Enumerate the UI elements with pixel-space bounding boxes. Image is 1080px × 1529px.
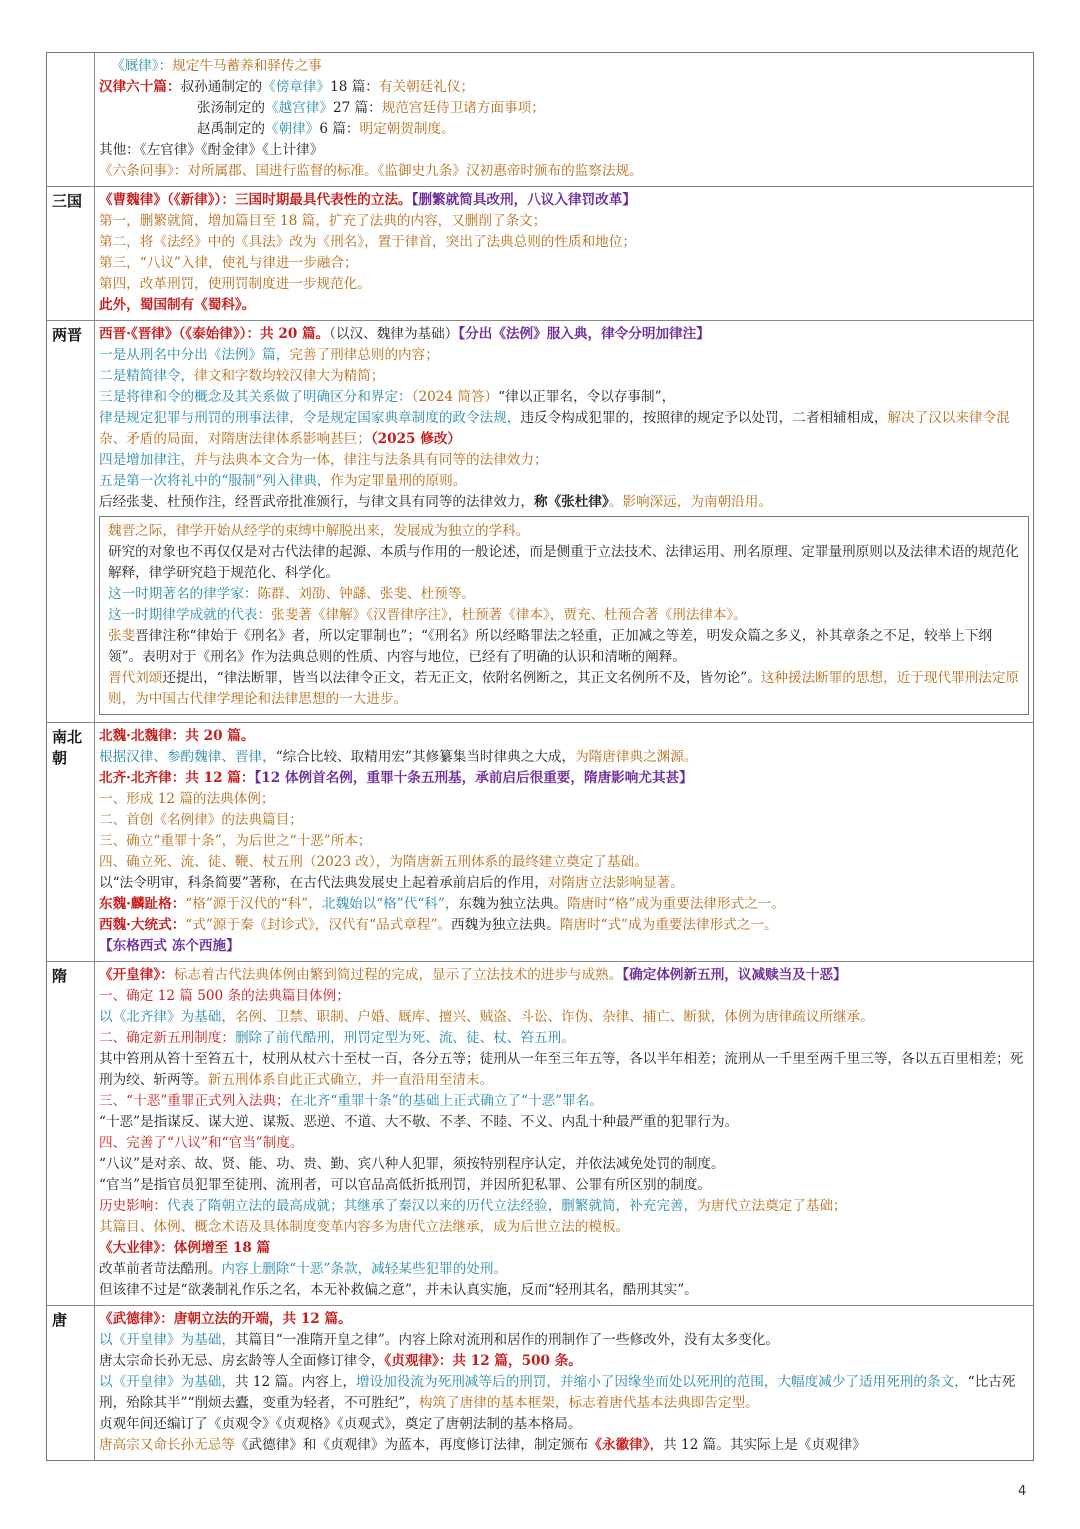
text-line [99,1280,1029,1301]
text-segment: 三、确立“重罪十条”，为后世之“十恶”所本； [99,833,372,849]
text-segment: “格”源于汉代的“科”， [185,896,322,912]
text-segment: 第一，删繁就简，增加篇目至 18 篇，扩充了法典的内容，又删削了条文； [99,213,547,229]
text-segment: 《大业律》：体例增至 18 篇 [99,1240,271,1256]
text-segment: “综合比较、取精用宏”其修纂集当时律典之大成， [275,749,576,765]
text-segment: 在北齐“重罪十条”的基础上正式确立了“十恶”罪名。 [289,1093,603,1109]
text-line [99,161,1029,182]
text-segment: 贞观年间还编订了《贞观令》《贞观格》《贞观式》，奠定了唐朝法制的基本格局。 [99,1416,582,1432]
table-row [47,321,1033,723]
era-content [95,962,1033,1305]
text-line [99,936,1029,957]
text-line [99,1351,1029,1372]
text-segment: 以《北齐律》为基础， [99,1009,235,1025]
text-segment: 《永徽律》 [588,1437,650,1453]
text-segment: 解决了汉以来律令混杂、矛盾的局面，对隋唐法律体系影响甚巨； [99,410,1010,447]
text-line [108,584,1020,605]
text-segment: 《傍章律》 [262,79,331,95]
text-line [99,1091,1029,1112]
era-label: 两晋 [47,321,95,722]
text-segment: 以《开皇律》为基础， [99,1374,235,1390]
era-label: 隋 [47,962,95,1305]
text-line [99,366,1029,387]
text-segment: 东魏·麟趾格： [99,896,186,912]
text-segment: 《厩律》： [111,58,173,74]
text-line [99,1435,1029,1456]
text-segment: 《贞观律》：共 12 篇，500 条。 [384,1353,582,1369]
text-segment: 并与法典本文合为一体，律注与法条具有同等的法律效力； [194,452,548,468]
text-segment: “比古死刑，殆除其半”“削烦去蠹，变重为轻者，不可胜纪”， [99,1374,1016,1411]
era-content [95,321,1033,722]
era-content [95,53,1033,186]
text-segment: 魏晋之际，律学开始从经学的束缚中解脱出来，发展成为独立的学科。 [108,523,530,539]
text-segment: 赵禹制定的 [197,121,265,137]
text-segment: 有关朝廷礼仪； [378,79,475,95]
text-line [99,1133,1029,1154]
text-segment: 四是增加律注， [99,452,195,468]
text-segment: 唐高宗又命长孙无忌等 [99,1437,235,1453]
table-row [47,1306,1033,1460]
text-line [99,408,1029,450]
text-segment: “八议”是对亲、故、贤、能、功、贵、勤、宾八种人犯罪，须按特别程序认定，并依法减免处罚的制度。 [99,1156,725,1172]
era-content [95,1306,1033,1460]
text-line [99,295,1029,316]
text-line [99,492,1029,513]
text-line [99,1330,1029,1351]
text-segment: 隋唐时“式”成为重要法律形式之一。 [559,917,778,933]
text-segment: 第四，改革刑罚，使刑罚制度进一步规范化。 [99,276,371,292]
text-segment: 【12 体例首名例，重罪十条五刑基，承前启后很重要，隋唐影响尤其甚】 [254,770,693,786]
text-segment: 名例、卫禁、职制、户婚、厩库、擅兴、贼盗、斗讼、诈伪、杂律、捕亡、断狱，体例为唐律疏议所继承。 [234,1009,874,1025]
text-line [99,1196,1029,1217]
text-segment: 为隋唐律典之渊源。 [575,749,698,765]
text-segment: 完善了刑律总则的内容； [289,347,439,363]
text-line [99,810,1029,831]
text-line [99,253,1029,274]
text-segment: 其中笞刑从笞十至笞五十，杖刑从杖六十至杖一百，各分五等；徒刑从一年至三年五等，各以半年相差；流刑从一千里至两千里三等，各以五百里相差；死刑为绞、斩两等。 [99,1051,1024,1088]
text-line [99,211,1029,232]
text-segment: 规范宫廷侍卫诸方面事项； [381,100,545,116]
text-segment: 规定牛马蓄养和驿传之事 [172,58,322,74]
text-segment: 历史影响： [99,1198,167,1214]
table-row [47,723,1033,962]
text-segment: 叔孙通制定的 [180,79,263,95]
text-line [99,1007,1029,1028]
text-segment: 这种援法断罪的思想，近于现代罪刑法定原则，为中国古代律学理论和法律思想的一大进步。 [108,670,1020,707]
text-segment: 第二，将《法经》中的《具法》改为《刑名》，置于律首，突出了法典总则的性质和地位； [99,234,636,250]
text-segment: 三、“十恶”重罪正式列入法典； [99,1093,290,1109]
text-line [99,1049,1029,1091]
text-line [99,140,1029,161]
text-segment: “式”源于秦《封诊式》，汉代有“品式章程”。 [185,917,451,933]
text-segment: 汉律六十篇： [99,79,181,95]
text-segment: 西魏为独立法典。 [450,917,560,933]
note-box [99,516,1029,715]
text-segment: “律以正罪名，令以存事制”， [498,389,676,405]
text-segment: 四、完善了“八议”和“官当”制度。 [99,1135,304,1151]
text-segment: 律是规定犯罪与刑罚的刑事法律，令是规定国家典章制度的政令法规， [99,410,521,426]
text-segment: 称《张杜律》 [534,494,609,510]
text-segment: 27 篇： [332,100,382,116]
text-segment: 陈群、刘劭、钟繇、张斐、杜预等。 [257,586,476,602]
text-segment: 【分出《法例》服入典，律令分明加律注】 [458,326,710,342]
era-content [95,723,1033,961]
text-line [99,726,1029,747]
text-segment: “官当”是指官员犯罪至徒刑、流刑者，可以官品高低折抵刑罚，并因所犯私罪、公罪有所区别的制度。 [99,1177,712,1193]
text-segment: 《越宫律》 [264,100,333,116]
text-line [99,965,1029,986]
text-segment: 隋唐时“格”成为重要法律形式之一。 [567,896,785,912]
text-line [99,387,1029,408]
text-segment: （2024 简答） [411,389,499,405]
table-row [47,187,1033,321]
table-row [47,53,1033,187]
text-segment: 内容上删除“十恶”条款，减轻某些犯罪的处刑。 [221,1261,508,1277]
text-line [99,232,1029,253]
text-segment: ，共 12 篇。其实际上是《贞观律》 [649,1437,866,1453]
text-line [99,915,1029,936]
text-line [99,1414,1029,1435]
text-segment: 西魏·大统式： [99,917,186,933]
text-segment: 《曹魏律》（《新律》）：三国时期最具代表性的立法。 [99,192,412,208]
text-segment: 以“法令明审，科条简要”著称，在古代法典发展史上起着承前启后的作用， [99,875,548,891]
text-segment: 共 12 篇。内容上， [234,1374,357,1390]
text-line [99,98,1029,119]
text-segment: 这一时期著名的律学家： [108,586,258,602]
text-line [99,768,1029,789]
text-line [99,450,1029,471]
text-segment: 《武德律》：唐朝立法的开端，共 12 篇。 [99,1311,352,1327]
text-line [99,190,1029,211]
text-segment: （以汉、魏律为基础） [329,326,459,342]
text-segment: 新五刑体系自此正式确立，并一直沿用至清末。 [207,1072,494,1088]
text-segment: 北魏·北魏律：共 20 篇。 [99,728,255,744]
text-line [99,1309,1029,1330]
text-segment: 张斐著《律解》《汉晋律序注》，杜预著《律本》，贾充、杜预合著《刑法律本》。 [271,607,747,623]
text-segment: 一、确定 12 篇 500 条的法典篇目体例； [99,988,350,1004]
table-row [47,962,1033,1306]
text-segment: 张汤制定的 [197,100,265,116]
text-segment: 【东格西式 冻个西施】 [99,938,240,954]
text-line [108,626,1020,668]
text-segment: 《开皇律》： [99,967,174,983]
text-line [99,1028,1029,1049]
text-segment: 6 篇： [319,121,360,137]
text-segment: 其篇目、体例、概念术语及具体制度变革内容多为唐代立法继承，成为后世立法的模板。 [99,1219,630,1235]
text-line [99,1259,1029,1280]
text-segment: 【删繁就简具改刑，八议入律罚改革】 [411,192,636,208]
text-segment: 这一时期律学成就的代表： [108,607,272,623]
text-segment: 五是第一次将礼中的“服制”列入律典， [99,473,331,489]
text-line [99,119,1029,140]
text-segment: 晋代刘颂 [108,670,163,686]
text-segment: 晋律注称“律始于《刑名》者，所以定罪制也”；“《刑名》所以经略罪法之轻重，正加减之等差，明发众篇之多义，补其章条之不足，较举上下纲领”。表明对于《刑名》作为法典总则的性质、内容与地位，已经有了明确的认识和清晰的阐释。 [108,628,993,665]
text-segment: 为唐代立法奠定了基础； [697,1198,847,1214]
text-segment: 第三，“八议”入律，使礼与律进一步融合； [99,255,358,271]
era-label: 唐 [47,1306,95,1460]
text-segment: 代表了隋朝立法的最高成就；其继承了秦汉以来的历代立法经验，删繁就简，补充完善， [166,1198,698,1214]
text-segment: 研究的对象也不再仅仅是对古代法律的起源、本质与作用的一般论述，而是侧重于立法技术、法律运用、刑名原理、定罪量刑原则以及法律术语的规范化解释，律学研究趋于规范化、科学化。 [108,544,1019,581]
text-segment: 一、形成 12 篇的法典体例； [99,791,275,807]
text-segment: 唐太宗命长孙无忌、房玄龄等人全面修订律令， [99,1353,385,1369]
text-line [99,56,1029,77]
text-line [99,324,1029,345]
text-segment: 还提出，“律法断罪，皆当以法律令正文，若无正文，依附名例断之，其正文名例所不及，皆勿论”。 [162,670,761,686]
text-segment: 张斐 [108,628,136,644]
text-line [99,789,1029,810]
history-table [46,52,1034,1461]
text-segment: 构筑了唐律的基本框架，标志着唐代基本法典即告定型。 [418,1395,759,1411]
text-segment: 作为定罪量刑的原则。 [330,473,467,489]
text-line [99,1372,1029,1414]
text-segment: （2025 修改） [370,431,462,447]
page-number: 4 [1018,1484,1027,1499]
text-segment: 改革前者苛法酷刑。 [99,1261,222,1277]
text-line [99,852,1029,873]
text-line [99,1154,1029,1175]
era-label: 三国 [47,187,95,320]
text-line [99,77,1029,98]
text-segment: 二、确定新五刑制度： [99,1030,235,1046]
text-segment: 四、确立死、流、徒、鞭、杖五刑（2023 改），为隋唐新五刑体系的最终建立奠定了基础。 [99,854,648,870]
text-line [99,747,1029,768]
text-segment: 根据汉律、参酌魏律、晋律， [99,749,276,765]
text-segment: 《武德律》和《贞观律》为蓝本，再度修订法律，制定颁布 [234,1437,589,1453]
text-segment: 以《开皇律》为基础， [99,1332,235,1348]
text-segment: 删除了前代酷刑，刑罚定型为死、流、徒、杖、笞五刑。 [234,1030,575,1046]
text-line [99,986,1029,1007]
text-line [99,1112,1029,1133]
text-segment: 北魏始以“格”代“科”， [321,896,459,912]
text-line [99,831,1029,852]
text-segment: 西晋·《晋律》（《泰始律》）：共 20 篇。 [99,326,330,342]
text-line [99,1175,1029,1196]
text-line [108,542,1020,584]
text-segment: 对隋唐立法影响显著。 [547,875,684,891]
text-segment: 增设加役流为死刑减等后的刑罚，并缩小了因缘坐而处以死刑的范围，大幅度减少了适用死刑的条文， [356,1374,968,1390]
text-line [99,873,1029,894]
text-line [99,1217,1029,1238]
text-segment: 《六条问事》：对所属郡、国进行监督的标准。《监御史九条》汉初惠帝时颁布的监察法规。 [99,163,643,179]
text-segment: 三是将律和令的概念及其关系做了明确区分和界定： [99,389,412,405]
text-line [99,274,1029,295]
text-segment: 标志着古代法典体例由繁到简过程的完成，显示了立法技术的进步与成熟。 [173,967,623,983]
text-segment: 后经张斐、杜预作注，经晋武帝批准颁行，与律文具有同等的法律效力， [99,494,534,510]
text-segment: 二是精简律令， [99,368,195,384]
text-segment: 一是从刑名中分出《法例》篇， [99,347,290,363]
text-segment: 违反令构成犯罪的，按照律的规定予以处罚，二者相辅相成， [520,410,888,426]
text-segment: 但该律不过是“欲袭制礼作乐之名，本无补救偏之意”，并未认真实施，反而“轻刑其名，酷刑其实”。 [99,1282,698,1298]
text-segment: 东魏为独立法典。 [458,896,568,912]
text-segment: 其他：《左官律》《酎金律》《上计律》 [99,142,324,158]
text-line [99,345,1029,366]
text-segment: 明定朝贺制度。 [359,121,455,137]
text-segment: 北齐·北齐律：共 12 篇： [99,770,255,786]
text-segment: 律文和字数均较汉律大为精简； [194,368,385,384]
text-line [108,668,1020,710]
text-line [99,894,1029,915]
text-segment: 【确定体例新五刑，议减赎当及十恶】 [622,967,847,983]
text-segment: 18 篇： [330,79,379,95]
text-line [99,1238,1029,1259]
text-segment: 其篇目“一准隋开皇之律”。内容上除对流刑和居作的刑制作了一些修改外，没有太多变化。 [234,1332,779,1348]
text-line [99,471,1029,492]
text-segment: 二、首创《名例律》的法典篇目； [99,812,303,828]
text-segment: 。影响深远，为南朝沿用。 [608,494,772,510]
era-label [47,53,95,186]
era-label: 南北朝 [47,723,95,961]
text-segment: 《朝律》 [264,121,320,137]
text-segment: “十恶”是指谋反、谋大逆、谋叛、恶逆、不道、大不敬、不孝、不睦、不义、内乱十种最严重的犯罪行为。 [99,1114,739,1130]
text-line [108,521,1020,542]
text-segment: 此外，蜀国制有《蜀科》。 [99,297,256,313]
text-line [108,605,1020,626]
era-content [95,187,1033,320]
